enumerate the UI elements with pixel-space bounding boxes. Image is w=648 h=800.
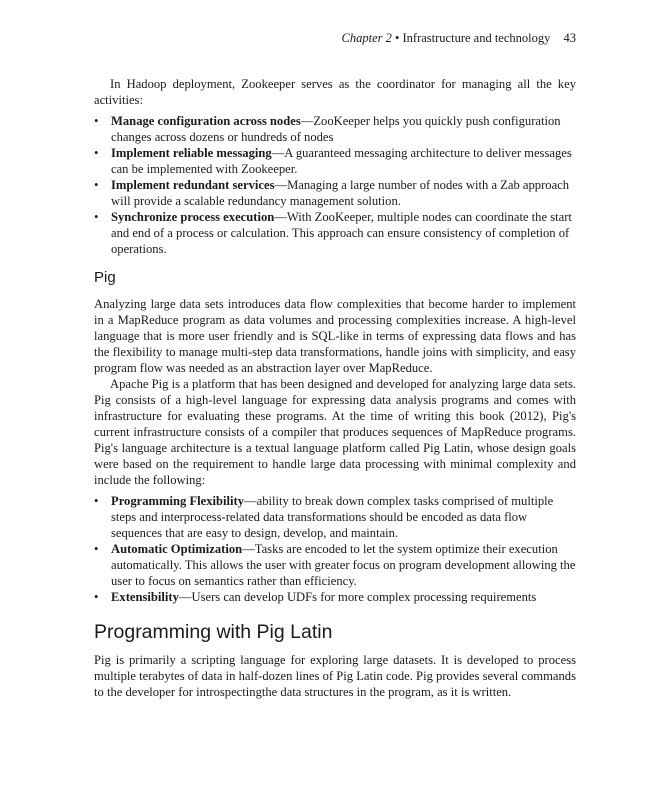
pig-design-goals-list	[94, 493, 576, 605]
bullet-icon: •	[94, 146, 99, 160]
list-item-text: —ZooKeeper helps you quickly push configuration changes across dozens or hundreds of nodes	[111, 114, 561, 144]
bullet-icon: •	[94, 114, 99, 128]
list-item	[94, 177, 576, 209]
section-heading: Programming with Pig Latin	[94, 621, 333, 643]
chapter-title: Infrastructure and technology	[402, 31, 551, 45]
intro-paragraph: In Hadoop deployment, Zookeeper serves as the coordinator for managing all the key activities:	[94, 77, 576, 107]
list-item-text: —Tasks are encoded to let the system optimize their execution automatically. This allows the user with greater focus on program development allowing the user to focus on semantics rather than efficiency.	[111, 542, 576, 588]
list-item	[94, 209, 576, 257]
list-item-term: Synchronize process execution	[111, 210, 275, 224]
chapter-label: Chapter 2	[341, 31, 392, 45]
list-item	[94, 589, 576, 605]
pig-paragraph-2: Apache Pig is a platform that has been designed and developed for analyzing large data sets. Pig consists of a high-level language for expressing data analysis programs and comes with infrastructure for evaluating these programs. At the time of writing this book (2012), Pig's current infrastructure consists of a compiler that produces sequences of MapReduce programs. Pig's language architecture is a textual language platform called Pig Latin, whose design goals were based on the requirement to handle large data processing with minimal complexity and include the following:	[94, 377, 576, 487]
list-item	[94, 113, 576, 145]
pig-paragraph-1: Analyzing large data sets introduces data flow complexities that become harder to implement in a MapReduce program as data volumes and processing complexities increase. A high-level language that is more user friendly and is SQL-like in terms of expressing data flows and has the flexibility to manage multi-step data transformations, handle joins with simplicity, and easy program flow was needed as an abstraction layer over MapReduce.	[94, 297, 576, 375]
list-item-text: —ability to break down complex tasks comprised of multiple steps and interprocess-related data transformations should be encoded as data flow sequences that are easy to design, develop, and maintain.	[111, 494, 554, 540]
header-separator-bullet: •	[395, 31, 400, 45]
bullet-icon: •	[94, 210, 99, 224]
bullet-icon: •	[94, 542, 99, 556]
list-item	[94, 541, 576, 589]
list-item	[94, 493, 576, 541]
list-item-term: Programming Flexibility	[111, 494, 245, 508]
list-item-term: Manage configuration across nodes	[111, 114, 301, 128]
section-paragraph: Pig is primarily a scripting language for exploring large datasets. It is developed to process multiple terabytes of data in half-dozen lines of Pig Latin code. Pig provides several commands to the developer for introspectingthe data structures in the program, as it is written.	[94, 653, 576, 699]
list-item-term: Extensibility	[111, 590, 179, 604]
page-body	[94, 76, 576, 700]
page-number: 43	[563, 31, 576, 45]
list-item-text: —Managing a large number of nodes with a Zab approach will provide a scalable redundancy management solution.	[111, 178, 570, 208]
bullet-icon: •	[94, 494, 99, 508]
list-item-term: Implement reliable messaging	[111, 146, 272, 160]
list-item-term: Implement redundant services	[111, 178, 275, 192]
running-header	[94, 31, 576, 46]
zookeeper-activities-list	[94, 113, 576, 257]
list-item-term: Automatic Optimization	[111, 542, 243, 556]
pig-heading: Pig	[94, 269, 116, 286]
list-item-text: —Users can develop UDFs for more complex processing requirements	[178, 590, 537, 604]
bullet-icon: •	[94, 178, 99, 192]
list-item-text: —A guaranteed messaging architecture to deliver messages can be implemented with Zookeeper.	[111, 146, 572, 176]
list-item-text: —With ZooKeeper, multiple nodes can coordinate the start and end of a process or calculation. This approach can ensure consistency of completion of operations.	[111, 210, 572, 256]
bullet-icon: •	[94, 590, 99, 604]
list-item	[94, 145, 576, 177]
